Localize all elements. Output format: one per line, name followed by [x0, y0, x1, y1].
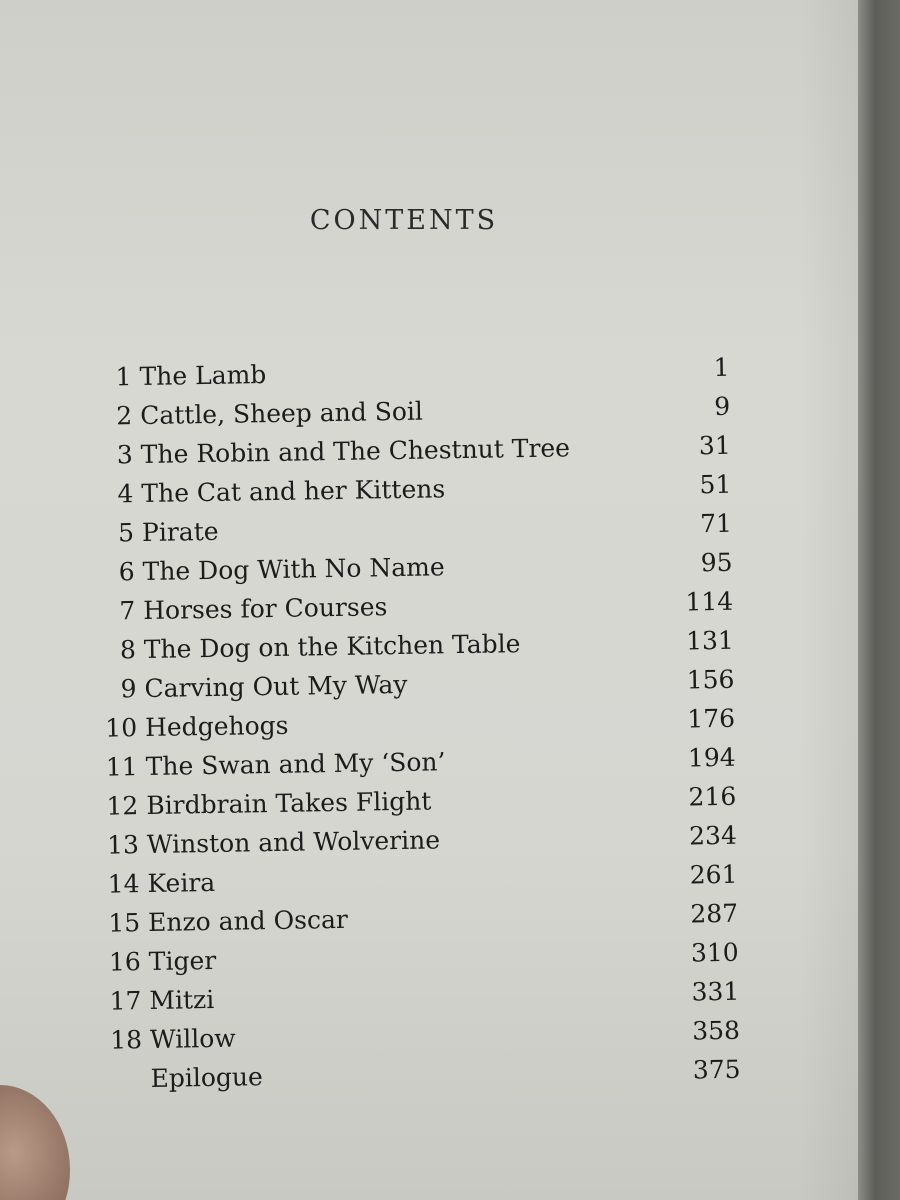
chapter-number: 3 [116, 440, 134, 470]
chapter-number: 11 [105, 752, 138, 782]
page-edge [858, 0, 900, 1200]
toc-entry [109, 977, 739, 1021]
toc-entry [110, 1016, 740, 1060]
toc-entry [105, 743, 735, 787]
chapter-title: Keira [147, 867, 216, 898]
toc-entry [107, 860, 737, 904]
toc-entry [101, 470, 731, 514]
chapter-number: 13 [106, 830, 140, 860]
chapter-title: Tiger [148, 945, 217, 976]
page-number: 358 [691, 1015, 741, 1046]
chapter-number: 12 [106, 791, 139, 821]
chapter-title: Hedgehogs [144, 710, 289, 743]
chapter-title: The Dog With No Name [142, 552, 445, 587]
chapter-title: Pirate [141, 516, 219, 548]
chapter-number: 9 [120, 674, 137, 704]
page-number: 287 [690, 898, 739, 929]
chapter-title: Birdbrain Takes Flight [146, 786, 432, 820]
chapter-title: Mitzi [149, 984, 215, 1015]
chapter-number: 16 [108, 947, 141, 977]
chapter-number: 17 [109, 986, 142, 1016]
chapter-number: 6 [118, 557, 135, 587]
page-number: 9 [713, 391, 731, 422]
page-number: 1 [713, 352, 730, 383]
page-number: 331 [691, 976, 740, 1007]
contents-heading: CONTENTS [309, 205, 499, 236]
toc-entry [109, 938, 739, 982]
chapter-number: 14 [107, 869, 140, 899]
chapter-number: 5 [117, 518, 135, 548]
chapter-number: 15 [108, 908, 141, 938]
chapter-number: 8 [119, 635, 137, 665]
chapter-title: The Dog on the Kitchen Table [143, 629, 521, 665]
chapter-title: Winston and Wolverine [146, 825, 441, 859]
page-number: 71 [699, 508, 733, 539]
chapter-number [110, 1064, 142, 1065]
chapter-title: Enzo and Oscar [147, 904, 349, 937]
chapter-title: Horses for Courses [143, 592, 388, 626]
chapter-number: 7 [119, 596, 136, 626]
chapter-title: Cattle, Sheep and Soil [139, 396, 424, 431]
toc-entry [108, 899, 738, 943]
toc-entry [104, 665, 734, 709]
chapter-title: Carving Out My Way [144, 669, 408, 704]
chapter-title: Epilogue [150, 1062, 264, 1093]
toc-entry [103, 587, 733, 631]
toc-entry [105, 704, 735, 748]
chapter-title: Willow [149, 1023, 236, 1054]
chapter-number: 1 [115, 362, 132, 392]
page-number: 131 [685, 625, 735, 656]
chapter-number: 2 [116, 401, 133, 431]
toc-entry [101, 431, 731, 475]
page-number: 194 [687, 742, 736, 773]
chapter-title: The Lamb [139, 360, 267, 392]
page-number: 216 [688, 781, 737, 812]
page-number: 156 [686, 664, 735, 695]
page-number: 375 [692, 1054, 741, 1085]
page-number: 261 [689, 859, 738, 890]
chapter-number: 18 [109, 1025, 143, 1055]
page-number: 310 [690, 937, 739, 968]
chapter-title: The Robin and The Chestnut Tree [140, 433, 571, 470]
toc-entry [100, 392, 730, 436]
chapter-title: The Swan and My ‘Son’ [145, 747, 446, 781]
chapter-title: The Cat and her Kittens [141, 474, 446, 509]
page-number: 51 [699, 469, 732, 500]
page-number: 176 [687, 703, 736, 734]
toc-entry [102, 509, 732, 553]
page-number: 234 [688, 820, 738, 851]
page-number: 31 [698, 430, 731, 461]
chapter-number: 4 [117, 479, 134, 509]
page-number: 95 [700, 547, 733, 578]
toc-entry [106, 782, 736, 826]
toc-entry [99, 353, 729, 397]
toc-entry [104, 626, 734, 670]
toc-entry [110, 1055, 740, 1099]
page-number: 114 [685, 586, 734, 617]
chapter-number: 10 [105, 713, 138, 743]
toc-entry [107, 821, 737, 865]
toc-entry [102, 548, 732, 592]
